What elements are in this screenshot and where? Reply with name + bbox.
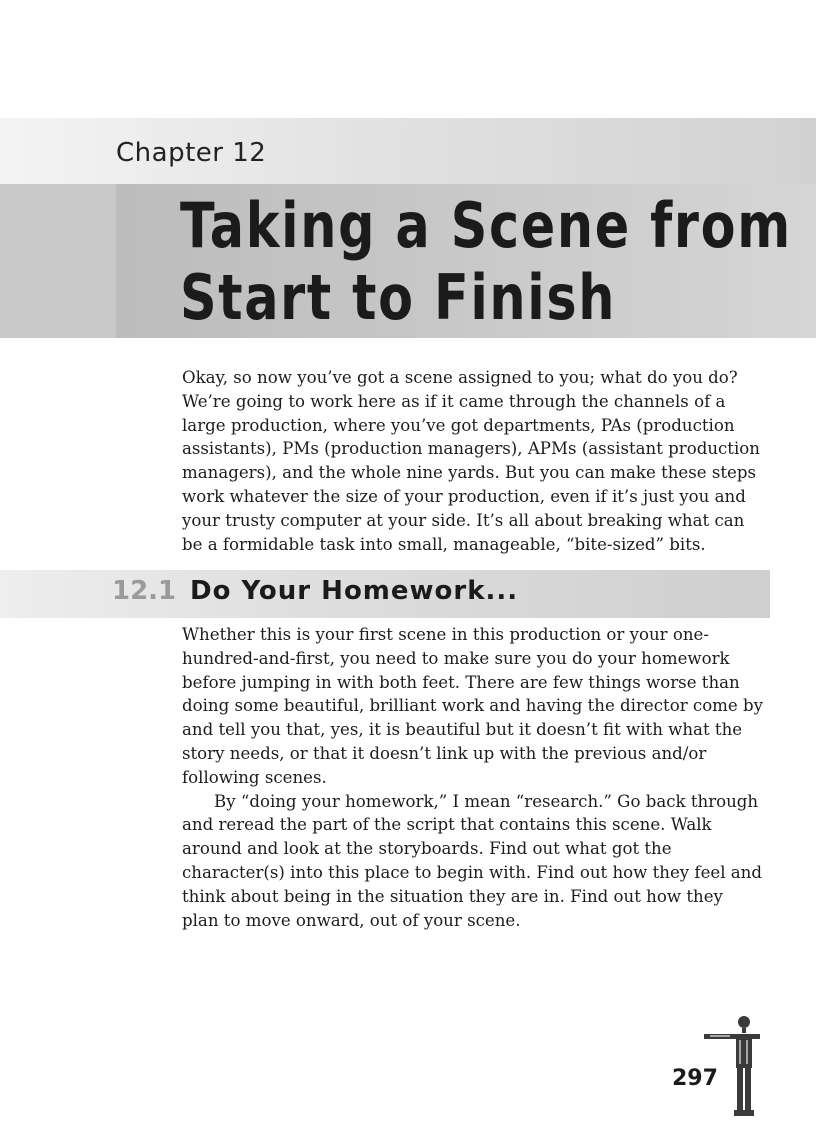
intro-paragraph: Okay, so now you’ve got a scene assigned to you; what do you do? We’re going to work here as if it came through the channels of a large production, where you’ve got departments, PAs (production assistants), PMs (production managers), APMs (assistant production managers), and the whole nine yards. But you can make these steps work whatever the size of your production, even if it’s just you and your trusty computer at your side. It’s all about breaking what can be a formidable task into small, manageable, “bite-sized” bits. (182, 368, 760, 554)
chapter-header (0, 118, 816, 338)
chapter-label-strip (0, 118, 816, 184)
t-pose-figure-icon (700, 1010, 762, 1120)
section-heading (0, 570, 770, 618)
section-paragraph-1: Whether this is your first scene in this production or your one-hundred-and-first, you need to make sure you do your homework before jumping in with both feet. There are few things worse than doing some beautiful, brilliant work and having the director come by and tell you that, yes, it is beautiful but it doesn’t fit with what the story needs, or that it doesn’t link up with the previous and/or following scenes. (182, 625, 764, 787)
chapter-label: Chapter 12 (116, 138, 267, 168)
section-title: Do Your Homework... (190, 576, 519, 606)
section-paragraph-2: By “doing your homework,” I mean “research.” Go back through and reread the part of the script that contains this scene. Walk around and look at the storyboards. Find out what got the character(s) into this place to begin with. Find out how they feel and think about being in the situation they are in. Find out how they plan to move onward, out of your scene. (182, 791, 762, 930)
chapter-title (180, 190, 792, 334)
section-number: 12.1 (112, 576, 177, 606)
section-body (182, 623, 764, 932)
page-number: 297 (672, 1066, 718, 1091)
chapter-title-line-1: Taking a Scene from (180, 189, 792, 262)
chapter-title-block (116, 184, 816, 338)
intro-text (182, 366, 764, 556)
chapter-title-line-2: Start to Finish (180, 261, 617, 334)
